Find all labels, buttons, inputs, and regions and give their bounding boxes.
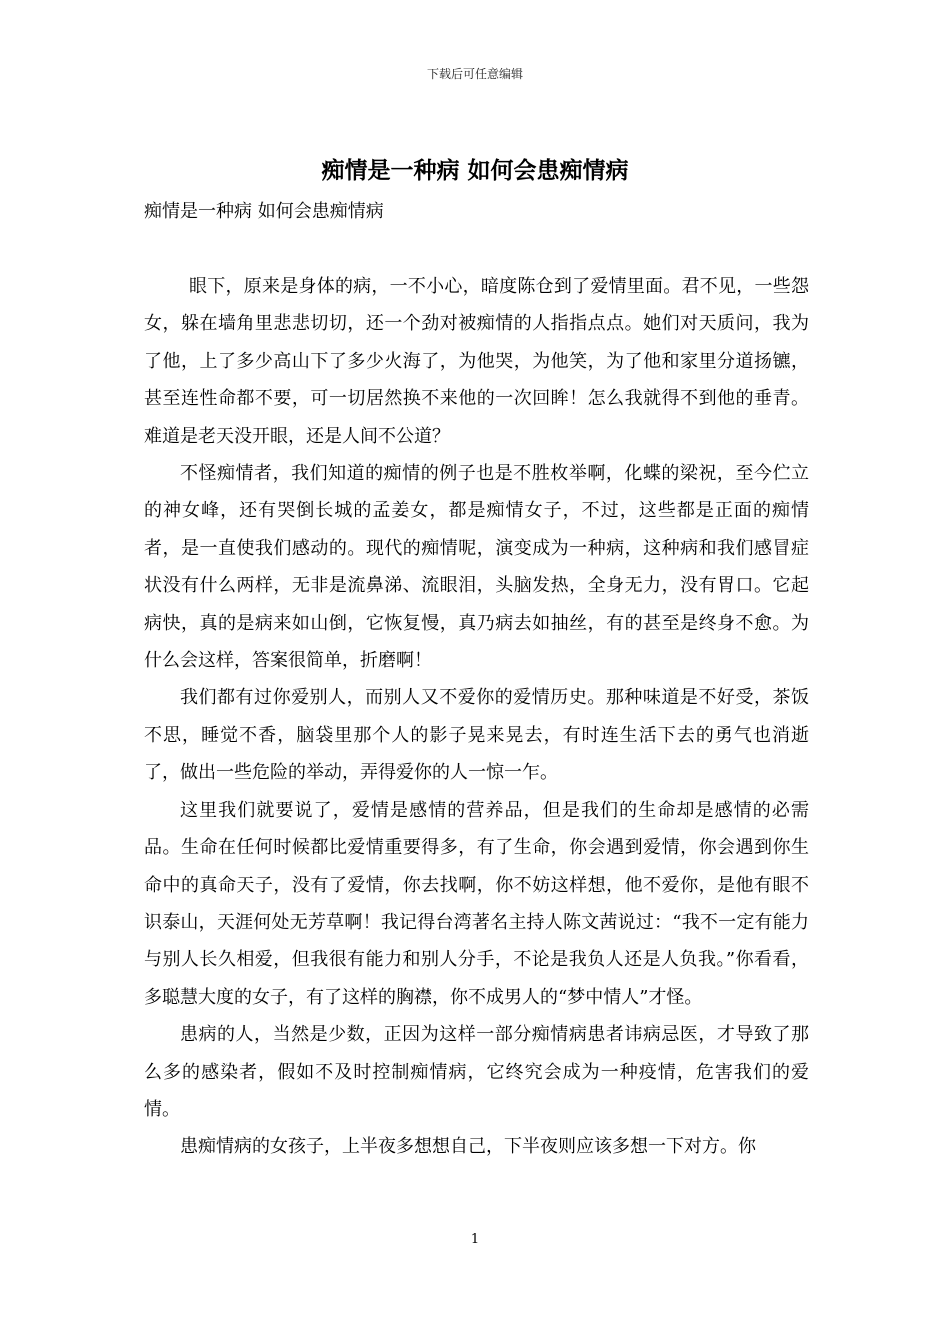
body-paragraph: 患痴情病的女孩子，上半夜多想想自己，下半夜则应该多想一下对方。你	[180, 1136, 756, 1158]
body-paragraph: 患病的人，当然是少数，正因为这样一部分痴情病患者讳病忌医，才导致了那么多的感染者，假如不及时控制痴情病，它终究会成为一种疫情，危害我们的爱情。	[144, 1024, 809, 1120]
body-paragraph: 不怪痴情者，我们知道的痴情的例子也是不胜枚举啊，化蝶的梁祝，至今伫立的神女峰，还有哭倒长城的孟姜女，都是痴情女子，不过，这些都是正面的痴情者，是一直使我们感动的。现代的痴情呢，演变成为一种病，这种病和我们感冒症状没有什么两样，无非是流鼻涕、流眼泪，头脑发热，全身无力，没有胃口。它起病快，真的是病来如山倒，它恢复慢，真乃病去如抽丝，有的甚至是终身不愈。为什么会这样，答案很简单，折磨啊！	[144, 463, 809, 672]
body-paragraph: 这里我们就要说了，爱情是感情的营养品，但是我们的生命却是感情的必需品。生命在任何时候都比爱情重要得多，有了生命，你会遇到爱情，你会遇到你生命中的真命天子，没有了爱情，你去找啊，你不妨这样想，他不爱你，是他有眼不识泰山，天涯何处无芳草啊！我记得台湾著名主持人陈文茜说过：“我不一定有能力与别人长久相爱，但我很有能力和别人分手，不论是我负人还是人负我。”你看看，多聪慧大度的女子，有了这样的胸襟，你不成男人的“梦中情人”才怪。	[144, 799, 809, 1008]
body-paragraph: 我们都有过你爱别人，而别人又不爱你的爱情历史。那种味道是不好受，茶饭不思，睡觉不香，脑袋里那个人的影子晃来晃去，有时连生活下去的勇气也消逝了，做出一些危险的举动，弄得爱你的人一惊一乍。	[144, 687, 809, 784]
body-paragraph: 眼下，原来是身体的病，一不小心，暗度陈仓到了爱情里面。君不见，一些怨女，躲在墙角里悲悲切切，还一个劲对被痴情的人指指点点。她们对天质问，我为了他，上了多少高山下了多少火海了，为他哭，为他笑，为了他和家里分道扬镳，甚至连性命都不要，可一切居然换不来他的一次回眸！怎么我就得不到他的垂青。难道是老天没开眼，还是人间不公道？	[144, 276, 809, 447]
document-body	[144, 268, 809, 1166]
document-title: 痴情是一种病 如何会患痴情病	[321, 157, 629, 184]
document-subtitle: 痴情是一种病 如何会患痴情病	[144, 201, 384, 222]
page-number: 1	[470, 1232, 480, 1247]
header-note: 下载后可任意编辑	[426, 67, 523, 81]
